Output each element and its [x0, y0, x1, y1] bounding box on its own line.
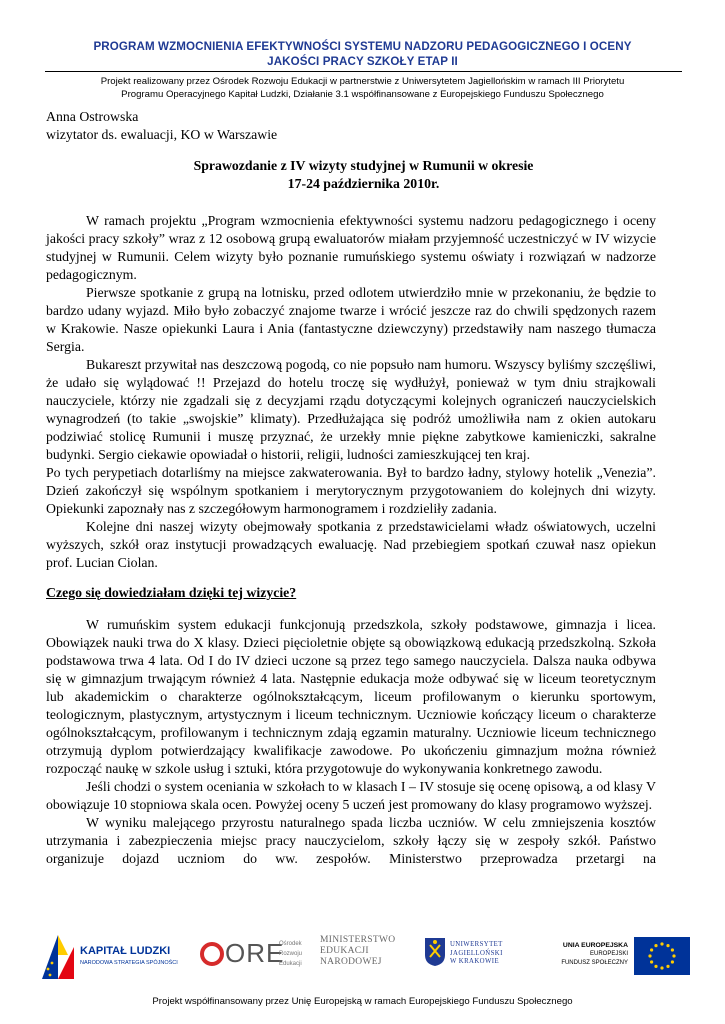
author-role: wizytator ds. ewaluacji, KO w Warszawie [46, 127, 278, 142]
uj-logo [422, 927, 532, 987]
uj-crest-icon [424, 937, 446, 967]
footer-note: Projekt współfinansowany przez Unię Europejską w ramach Europejskiego Funduszu Społecznego [152, 996, 573, 1007]
uj-line2: JAGIELLOŃSKI [450, 949, 503, 957]
ue-line1: UNIA EUROPEJSKA [562, 942, 628, 949]
ministerstwo-line1: MINISTERSTWO [320, 935, 396, 945]
project-info [20, 75, 705, 101]
ore-ring-icon [199, 941, 225, 967]
author-block [46, 108, 277, 144]
ue-logo [540, 927, 695, 987]
ministerstwo-line2: EDUKACJI [320, 946, 369, 956]
program-title-line2: JAKOŚCI PRACY SZKOŁY ETAP II [267, 55, 458, 68]
ore-line2: Rozwoju [279, 951, 303, 957]
ministerstwo-line3: NARODOWEJ [320, 957, 382, 967]
uj-text [450, 941, 503, 967]
report-title-line2: 17-24 października 2010r. [287, 176, 440, 191]
intro-paragraph: Pierwsze spotkanie z grupą na lotnisku, przed odlotem utwierdziło mnie w przekonaniu, że będzie to bardzo udany wyjazd. Miło było zobaczyć znajome twarze i wrócić jeszcze raz do chwili spędzonych razem w Krakowie. Nasze opiekunki Laura i Ania (fantastyczne dziewczyny) przedstawiły nam naszego tłumacza Sergia. [46, 285, 656, 354]
uj-line1: UNIWERSYTET [450, 941, 503, 948]
section-body [46, 616, 656, 868]
section-paragraph: Jeśli chodzi o system oceniania w szkołach to w klasach I – IV stosuje się ocenę opisową, a od klasy V obowiązuje 10 stopniowa skala ocen. Powyżej oceny 5 uczeń jest promowany do klasy programowo wyższej. [46, 779, 656, 812]
program-title-line1: PROGRAM WZMOCNIENIA EFEKTYWNOŚCI SYSTEMU NADZORU PEDAGOGICZNEGO I OCENY [93, 40, 632, 53]
report-title-line1: Sprawozdanie z IV wizyty studyjnej w Rumunii w okresie [193, 158, 534, 173]
logo-strip [30, 927, 695, 987]
intro-paragraph: W ramach projektu „Program wzmocnienia efektywności systemu nadzoru pedagogicznego i oceny jakości pracy szkoły” wraz z 12 osobową grupą ewaluatorów miałam przyjemność uczestniczyć w IV wizycie studyjnej w Rumunii. Celem wizyty było poznanie rumuńskiego systemu oświaty i rozwiązań w nadzorze pedagogicznym. [46, 213, 656, 282]
program-title [20, 39, 705, 69]
section-paragraph: W wyniku malejącego przyrostu naturalnego spada liczba uczniów. W celu zmniejszenia kosztów utrzymania i zabezpieczenia miejsc pracy nauczycielom, szkoły łączy się w zespoły szkół. Państwo organizuje dojazd uczniom do ww. zespołów. Ministerstwo przeprowadza przetargi na [46, 815, 656, 866]
ministerstwo-logo [318, 927, 408, 987]
kapital-ludzki-name: KAPITAŁ LUDZKI [80, 945, 171, 957]
project-info-line2: Programu Operacyjnego Kapitał Ludzki, Działanie 3.1 współfinansowane z Europejskiego Funduszu Społecznego [121, 89, 604, 100]
ore-text [279, 939, 302, 969]
ue-text [540, 941, 628, 968]
ue-line2: EUROPEJSKI [589, 951, 628, 957]
ue-line3: FUNDUSZ SPOŁECZNY [561, 960, 628, 966]
ore-mark: ORE [225, 938, 285, 968]
intro-paragraph: Bukareszt przywitał nas deszczową pogodą, co nie popsuło nam humoru. Wszyscy byliśmy szczęśliwi, że udało się wylądować !! Przejazd do hotelu troczę się wydłużył, ponieważ w tym dniu strajkowali nauczyciele, którzy nie zgadzali się z decyzjami rządu dotyczącymi kolejnych ograniczeń nauczycielskich wynagrodzeń (to takie „swojskie” klimaty). Przedłużająca się podróż umożliwiła nam z okien autokaru podziwiać stolicę Rumunii i muszę przyznać, że urzekły mnie piękne zabytkowe kamieniczki, sakralne budynki. Sergio ciekawie opowiadał o historii, religii, ludności zamieszkującej ten kraj. [46, 357, 656, 462]
intro-body [46, 212, 656, 572]
ore-line1: Ośrodek [279, 941, 302, 947]
author-name: Anna Ostrowska [46, 109, 139, 124]
project-info-line1: Projekt realizowany przez Ośrodek Rozwoju Edukacji w partnerstwie z Uniwersytetem Jagiellońskim w ramach III Priorytetu [100, 76, 625, 87]
section-heading: Czego się dowiedziałam dzięki tej wizycie? [46, 585, 297, 600]
kapital-ludzki-sub: NARODOWA STRATEGIA SPÓJNOŚCI [80, 960, 178, 966]
ore-line3: Edukacji [279, 961, 302, 967]
header-rule [45, 71, 682, 72]
eu-flag-icon [634, 937, 690, 975]
intro-paragraph: Po tych perypetiach dotarliśmy na miejsce zakwaterowania. Był to bardzo ładny, stylowy hotelik „Venezia”. Dzień zakończył się wspólnym spotkaniem i merytorycznym przygotowaniem do kolejnych dni wizyty. Opiekunki zapoznały nas z szczegółowym harmonogramem i rozdzieliły zadania. [46, 465, 656, 516]
kapital-ludzki-icon [38, 933, 78, 981]
report-title [45, 157, 682, 193]
ministerstwo-text [320, 935, 395, 968]
section-paragraph: W rumuńskim system edukacji funkcjonują przedszkola, szkoły podstawowe, gimnazja i licea. Obowiązek nauki trwa do X klasy. Dzieci pięcioletnie objęte są obowiązkową edukacją przedszkolną. Szkoła podstawowa trwa 4 lata. Od I do IV dzieci uczone są przez tego samego nauczyciela. Dalsza nauka odbywa się w gimnazjum trwającym również 4 lata. Następnie edukacja może odbywać się w liceum teoretycznym lub akademickim o charakterze ogólnokształcącym, liceum profilowanym o kierunku sportowym, teologicznym, plastycznym, artystycznym i liceum technicznym. Uczniowie kończący liceum o charakterze ogólnokształcącym, profilowanym i technicznym zdają egzamin maturalny. Uczniowie liceum technicznego otrzymują dyplom potwierdzający kwalifikacje zawodowe. Po ukończeniu gimnazjum można również rozpocząć naukę w szkole usług i sztuki, która przygotowuje do wykonywania konkretnego zawodu. [46, 617, 656, 776]
kapital-ludzki-logo [30, 927, 180, 987]
ore-logo [195, 927, 305, 987]
intro-paragraph: Kolejne dni naszej wizyty obejmowały spotkania z przedstawicielami władz oświatowych, uczelni wyższych, szkół oraz instytucji prowadzących ewaluację. Nad przebiegiem spotkań czuwał nasz opiekun prof. Lucian Ciolan. [46, 519, 656, 570]
uj-line3: W KRAKOWIE [450, 958, 499, 965]
